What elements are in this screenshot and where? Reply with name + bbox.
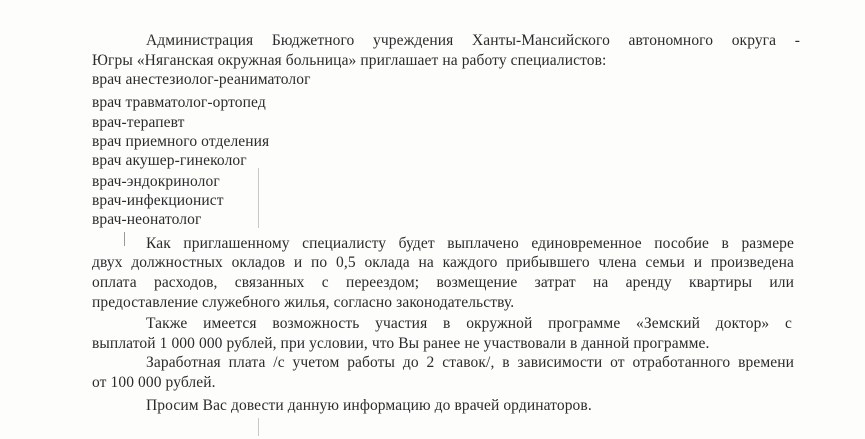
program-line-2: выплатой 1 000 000 рублей, при условии, что Вы ранее не участвовали в данной программе. — [92, 335, 710, 352]
benefits-line-2: двух должностных окладов и по 0,5 оклада на каждого прибывшего члена семьи и произведена — [92, 254, 794, 271]
benefits-line-4: предоставление служебного жилья, согласно законодательству. — [92, 294, 515, 311]
closing-line: Просим Вас довести данную информацию до врачей ординаторов. — [146, 397, 592, 414]
scan-artifact-line — [258, 418, 259, 436]
scan-artifact-line — [124, 232, 125, 246]
specialist-item: врач приемного отделения — [92, 133, 270, 150]
specialist-item: врач-неонатолог — [92, 211, 202, 228]
program-line-1: Также имеется возможность участия в окружной программе «Земский доктор» с — [146, 315, 792, 332]
salary-line-2: от 100 000 рублей. — [92, 374, 216, 391]
benefits-line-3: оплата расходов, связанных с переездом; возмещение затрат на аренду квартиры или — [92, 274, 794, 291]
intro-line-2: Югры «Няганская окружная больница» приглашает на работу специалистов: — [92, 52, 607, 69]
scan-artifact-line — [258, 168, 259, 228]
specialist-item: врач-терапевт — [92, 114, 185, 131]
benefits-line-1: Как приглашенному специалисту будет выплачено единовременное пособие в размере — [146, 235, 794, 252]
specialist-item: врач травматолог-ортопед — [92, 94, 266, 111]
specialist-item: врач-эндокринолог — [92, 173, 220, 190]
intro-line-1: Администрация Бюджетного учреждения Ханты-Мансийского автономного округа - — [146, 32, 800, 49]
salary-line-1: Заработная плата /с учетом работы до 2 ставок/, в зависимости от отработанного времени — [146, 354, 794, 371]
specialist-item: врач анестезиолог-реаниматолог — [92, 71, 311, 88]
specialist-item: врач-инфекционист — [92, 192, 224, 209]
specialist-item: врач акушер-гинеколог — [92, 152, 247, 169]
